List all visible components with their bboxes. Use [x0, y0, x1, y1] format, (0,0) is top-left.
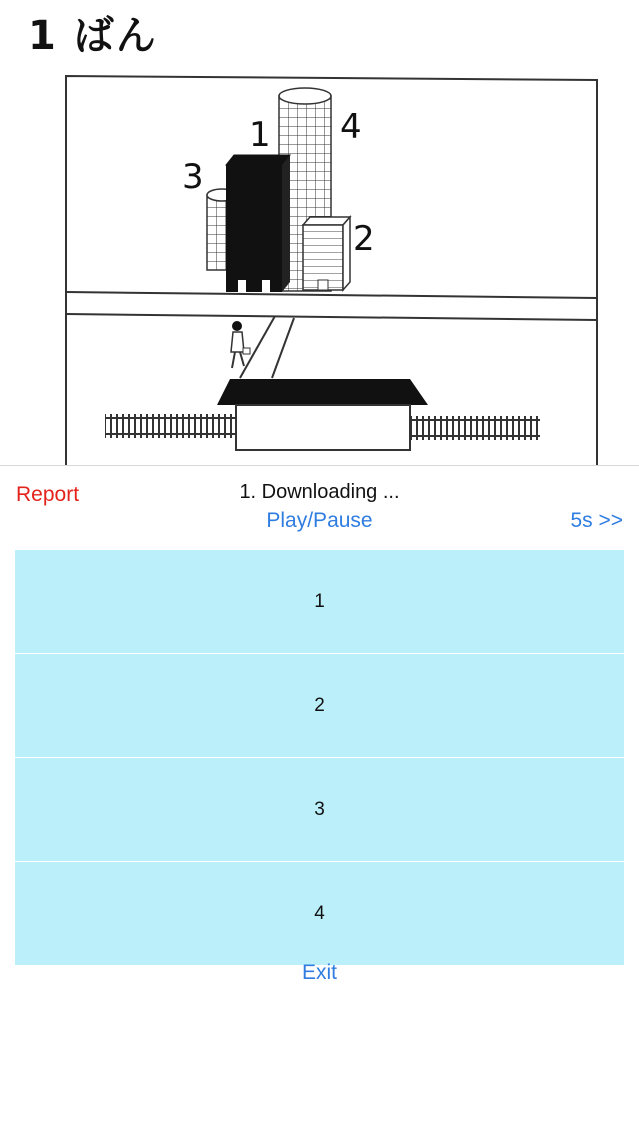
- building-label-4: 4: [340, 107, 362, 147]
- answer-option-2[interactable]: 2: [15, 654, 624, 758]
- answer-option-3[interactable]: 3: [15, 758, 624, 862]
- play-pause-button[interactable]: Play/Pause: [266, 509, 373, 532]
- answer-option-4[interactable]: 4: [15, 862, 624, 965]
- report-button[interactable]: Report: [16, 483, 80, 506]
- divider: [0, 465, 639, 466]
- exit-button[interactable]: Exit: [301, 961, 337, 984]
- download-status: 1. Downloading ...: [239, 481, 400, 503]
- building-label-3: 3: [182, 157, 204, 197]
- building-label-2: 2: [353, 219, 375, 259]
- building-label-1: 1: [249, 115, 271, 155]
- question-picture: [0, 0, 639, 465]
- answer-option-1[interactable]: 1: [15, 550, 624, 654]
- station-buildings-illustration: [0, 0, 639, 465]
- skip-forward-button[interactable]: 5s >>: [570, 509, 623, 532]
- answer-list: [15, 550, 624, 965]
- question-number-label: 1 ばん: [28, 13, 158, 59]
